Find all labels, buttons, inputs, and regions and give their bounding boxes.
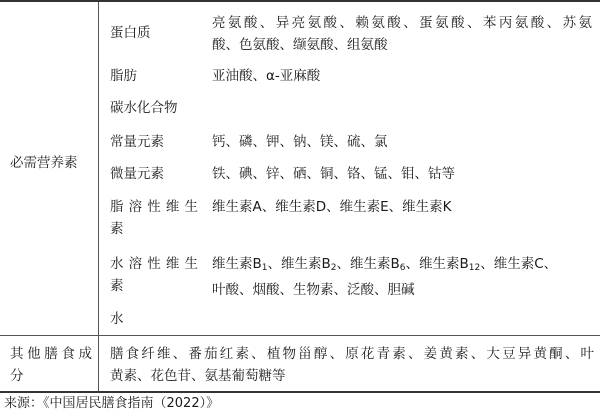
nutrient-name-water-soluble-vitamins: 水溶性维生 素 (110, 256, 198, 294)
category-other: 其他膳食成 分 (10, 346, 92, 384)
nutrient-value-macro-elements: 钙、磷、钾、钠、镁、硫、氯 (212, 134, 388, 150)
nutrient-name-fat: 脂肪 (110, 68, 137, 84)
nutrient-name-macro-elements: 常量元素 (110, 134, 164, 150)
value-line: 亮氨酸、异亮氨酸、赖氨酸、蛋氨酸、苯丙氨酸、苏氨 (212, 15, 592, 31)
nutrient-value-fat-soluble-vitamins: 维生素A、维生素D、维生素E、维生素K (212, 199, 452, 215)
category-essential: 必需营养素 (10, 155, 78, 171)
other-components-value: 膳食纤维、番茄红素、植物甾醇、原花青素、姜黄素、大豆异黄酮、叶 黄素、花色苷、氨基葡萄糖等 (110, 346, 594, 384)
value-line: 维生素$B_1$、维生素$B_2$、维生素$B_6$、维生素$B_{12}$、维生素C、 (212, 256, 558, 273)
nutrient-name-fat-soluble-vitamins: 脂溶性维生 素 (110, 199, 198, 237)
value-line: 酸、色氨酸、缬氨酸、组氨酸 (212, 37, 388, 53)
nutrient-value-fat: 亚油酸、α-亚麻酸 (212, 68, 321, 84)
nutrient-name-carbohydrate: 碳水化合物 (110, 100, 178, 116)
nutrient-value-water-soluble-vitamins (212, 253, 592, 301)
nutrient-name-water: 水 (110, 311, 124, 327)
nutrient-value-protein (212, 12, 592, 56)
value-line: 叶酸、烟酸、生物素、泛酸、胆碱 (212, 282, 415, 298)
row-divider (0, 335, 600, 336)
column-divider (98, 2, 99, 391)
nutrient-name-trace-elements: 微量元素 (110, 166, 164, 182)
source-citation: 来源：《中国居民膳食指南（2022）》 (4, 396, 220, 411)
nutrient-value-trace-elements: 铁、碘、锌、硒、铜、铬、锰、钼、钴等 (212, 166, 455, 182)
nutrient-name-protein: 蛋白质 (110, 25, 151, 41)
